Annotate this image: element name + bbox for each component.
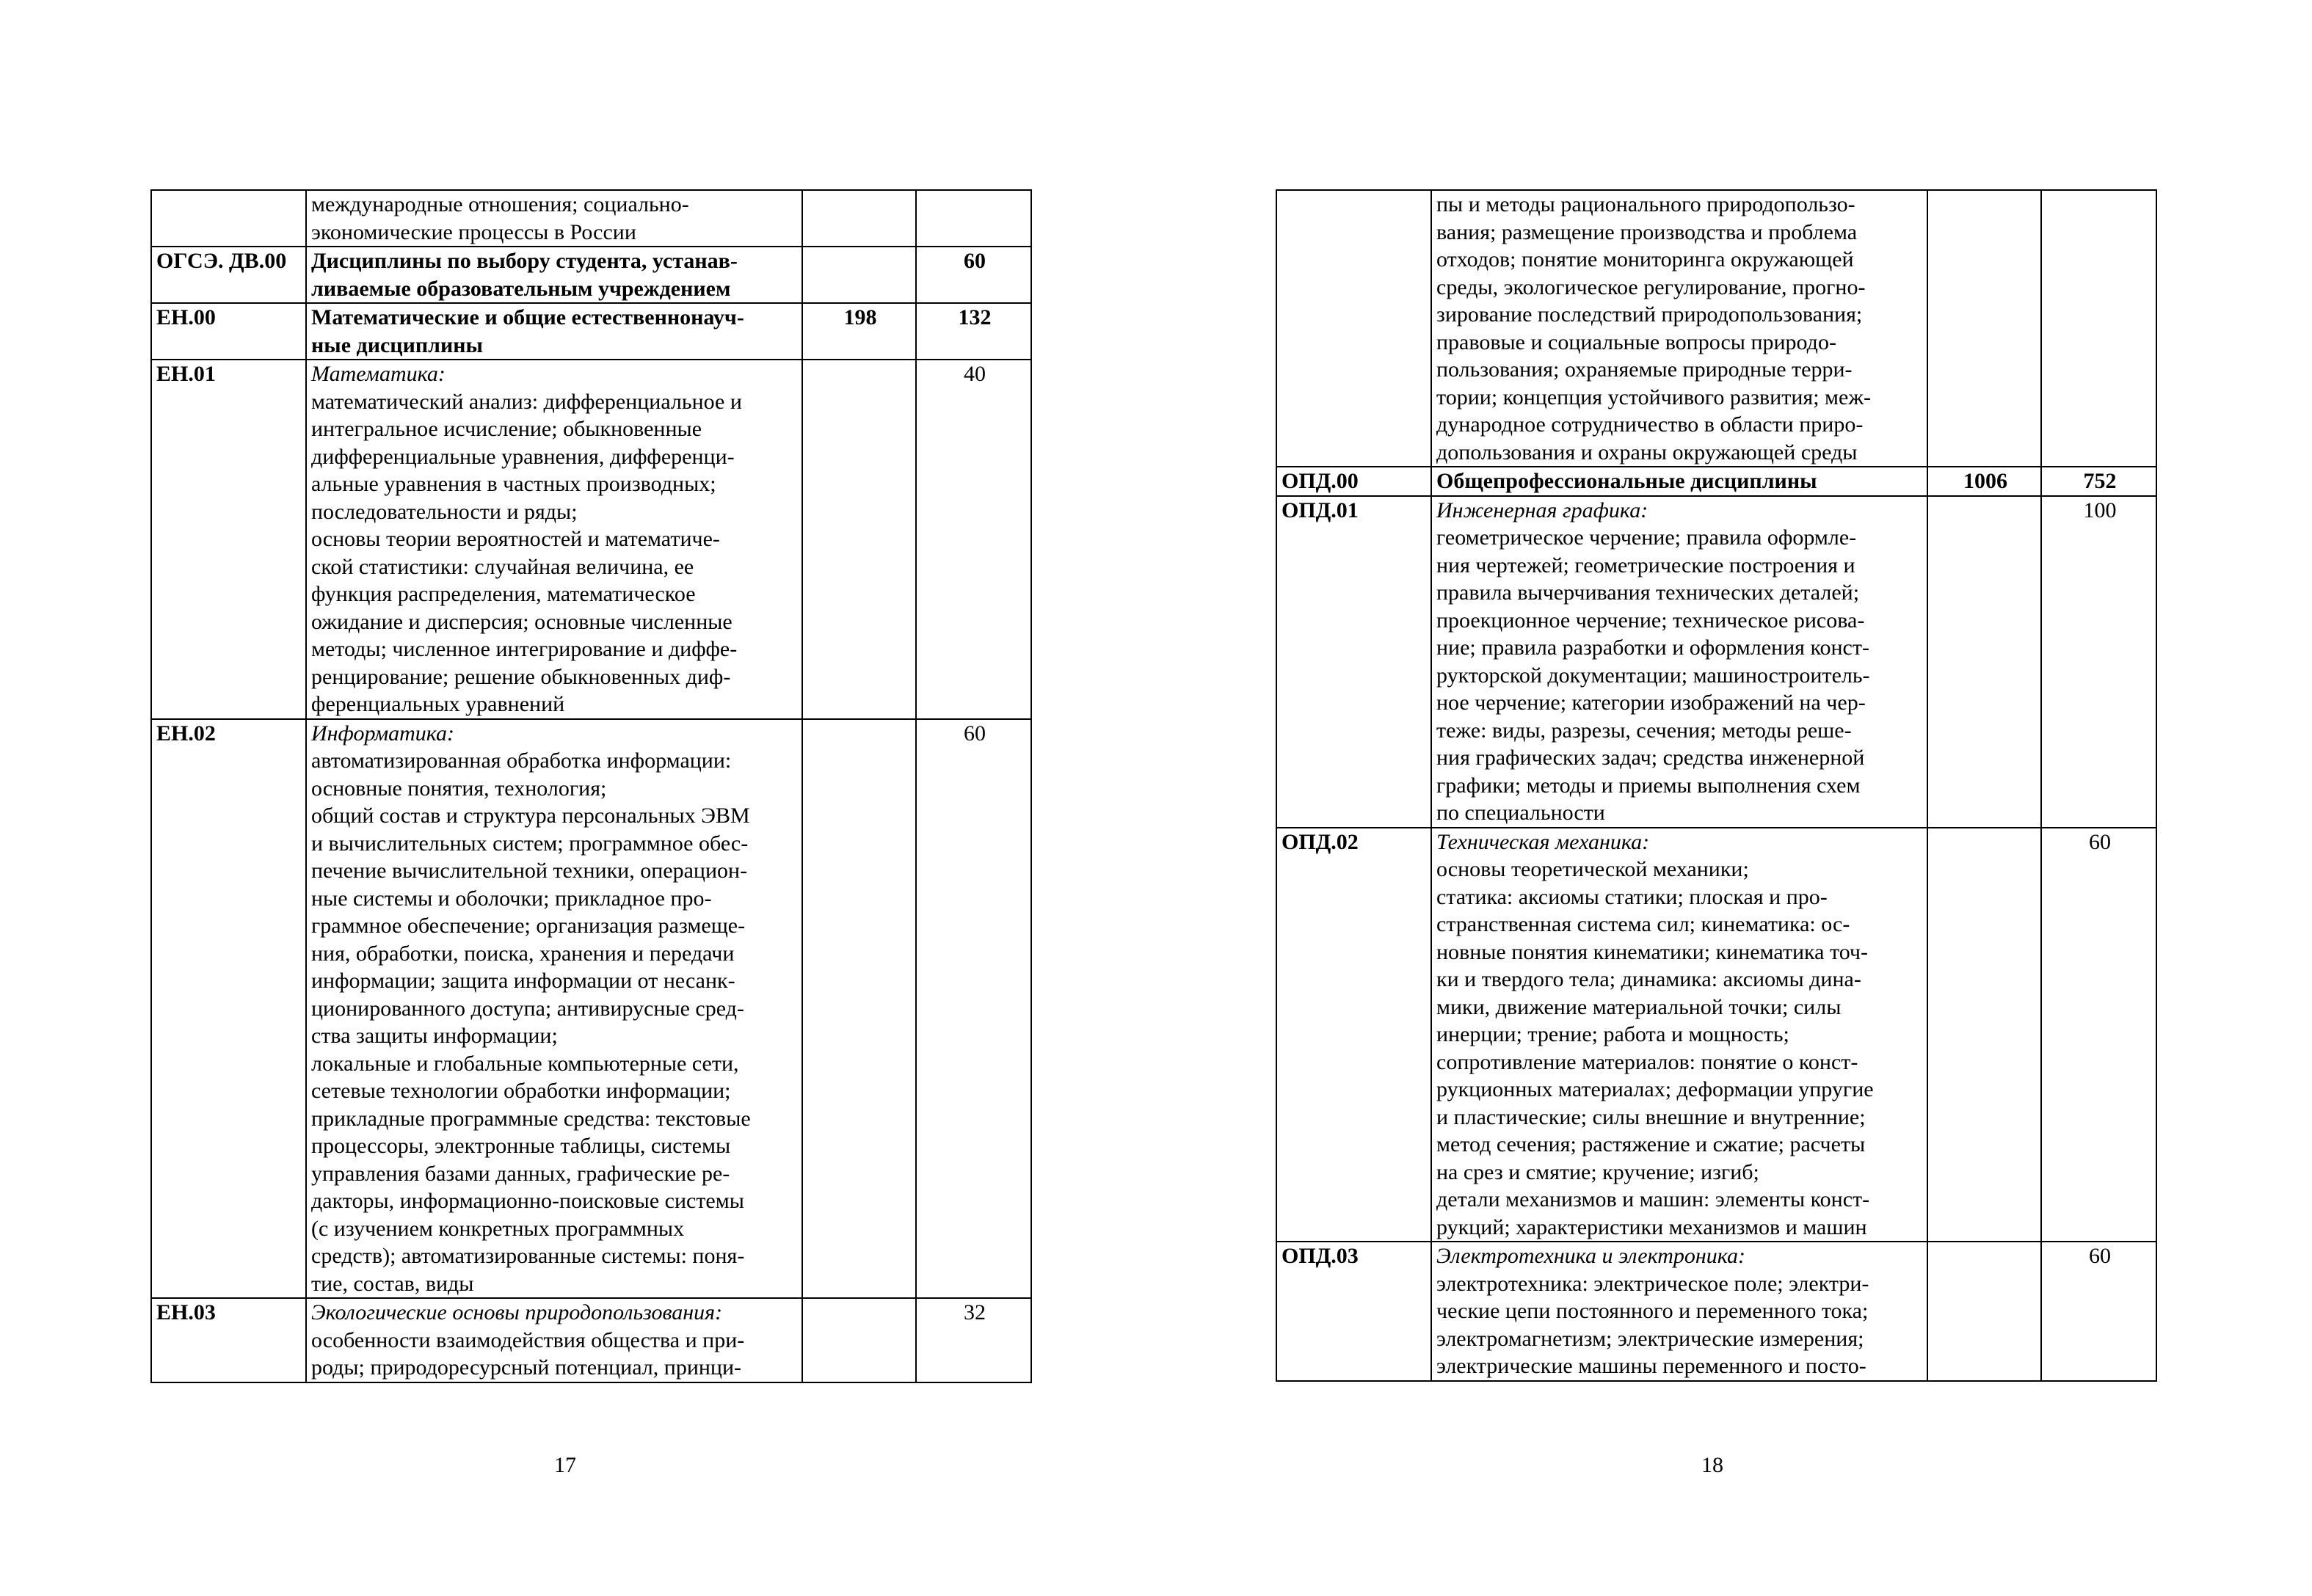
hours-aud: 752	[2041, 467, 2156, 496]
hours-max	[802, 190, 916, 247]
description-line: ные дисциплины	[311, 332, 483, 357]
description-line: информации; защита информации от несанк-	[311, 969, 735, 993]
description-line: пользования; охраняемые природные терри-	[1436, 357, 1853, 382]
description-line: электрические машины переменного и посто-	[1436, 1354, 1866, 1378]
discipline-code: ОГСЭ. ДВ.00	[151, 247, 306, 303]
description-line: метод сечения; растяжение и сжатие; расчеты	[1436, 1132, 1866, 1156]
description-line: геометрическое черчение; правила оформле-	[1436, 525, 1857, 550]
table-row	[1276, 828, 2156, 1242]
hours-aud: 60	[916, 719, 1031, 1299]
description-line: дифференциальные уравнения, дифференци-	[311, 444, 735, 469]
description-line: процессоры, электронные таблицы, системы	[311, 1134, 731, 1158]
description-line: (с изучением конкретных программных	[311, 1216, 685, 1241]
description-line: печение вычислительной техники, операцион-	[311, 859, 748, 883]
discipline-description	[306, 247, 802, 303]
description-line: Общепрофессиональные дисциплины	[1436, 469, 1817, 493]
discipline-title: Математика:	[311, 362, 446, 386]
discipline-description	[306, 303, 802, 360]
discipline-code	[1276, 190, 1431, 467]
description-line: ференциальных уравнений	[311, 692, 565, 716]
discipline-description	[1431, 496, 1927, 828]
discipline-code: ОПД.03	[1276, 1242, 1431, 1381]
description-line: мики, движение материальной точки; силы	[1436, 994, 1842, 1019]
description-line: рукций; характеристики механизмов и машин	[1436, 1214, 1867, 1239]
description-line: сетевые технологии обработки информации;	[311, 1079, 731, 1103]
hours-aud: 32	[916, 1298, 1031, 1382]
description-line: интегральное исчисление; обыкновенные	[311, 417, 702, 441]
table-row	[1276, 1242, 2156, 1381]
discipline-code: ЕН.02	[151, 719, 306, 1299]
description-line: Математические и общие естественнонауч-	[311, 305, 744, 329]
description-line: и вычислительных систем; программное обес-	[311, 831, 749, 856]
discipline-title: Инженерная графика:	[1436, 498, 1648, 522]
description-line: ние; правила разработки и оформления конст-	[1436, 635, 1869, 660]
discipline-description	[1431, 467, 1927, 496]
left-curriculum-table	[150, 189, 1032, 1383]
description-line: основы теории вероятностей и математиче-	[311, 527, 720, 551]
discipline-description	[306, 1298, 802, 1382]
description-line: ливаемые образовательным учреждением	[311, 276, 731, 301]
description-line: дународное сотрудничество в области приро-	[1436, 412, 1864, 437]
hours-aud	[2041, 190, 2156, 467]
description-line: тие, состав, виды	[311, 1271, 474, 1296]
discipline-description	[1431, 190, 1927, 467]
description-line: на срез и смятие; кручение; изгиб;	[1436, 1159, 1759, 1184]
hours-aud: 132	[916, 303, 1031, 360]
description-line: инерции; трение; работа и мощность;	[1436, 1022, 1789, 1046]
description-line: по специальности	[1436, 801, 1605, 825]
description-line: автоматизированная обработка информации:	[311, 748, 732, 773]
page-number-right: 18	[1701, 1453, 1723, 1477]
discipline-description	[306, 190, 802, 247]
description-line: роды; природоресурсный потенциал, принци-	[311, 1355, 742, 1380]
description-line: граммное обеспечение; организация размеще-	[311, 914, 746, 938]
description-line: новные понятия кинематики; кинематика точ-	[1436, 939, 1869, 964]
hours-max	[1927, 496, 2041, 828]
hours-max: 1006	[1927, 467, 2041, 496]
description-line: ческие цепи постоянного и переменного тока;	[1436, 1299, 1869, 1323]
table-row	[151, 190, 1031, 247]
description-line: проекционное черчение; техническое рисова-	[1436, 608, 1865, 633]
hours-max	[802, 247, 916, 303]
hours-aud: 60	[916, 247, 1031, 303]
discipline-code: ОПД.01	[1276, 496, 1431, 828]
table-row	[1276, 190, 2156, 467]
description-line: правовые и социальные вопросы природо-	[1436, 329, 1836, 354]
description-line: допользования и охраны окружающей среды	[1436, 440, 1858, 464]
table-row	[151, 303, 1031, 360]
hours-max	[1927, 190, 2041, 467]
hours-max	[802, 1298, 916, 1382]
discipline-description	[306, 360, 802, 719]
hours-max	[1927, 1242, 2041, 1381]
description-line: графики; методы и приемы выполнения схем	[1436, 773, 1861, 798]
description-line: теже: виды, разрезы, сечения; методы реше-	[1436, 718, 1852, 743]
description-line: правила вычерчивания технических деталей;	[1436, 580, 1860, 605]
discipline-title: Техническая механика:	[1436, 829, 1650, 854]
description-line: ционированного доступа; антивирусные сред-	[311, 996, 744, 1021]
table-row	[151, 719, 1031, 1299]
description-line: ния графических задач; средства инженерной	[1436, 746, 1865, 770]
discipline-code: ЕН.00	[151, 303, 306, 360]
description-line: основные понятия, технология;	[311, 776, 607, 801]
description-line: управления базами данных, графические ре-	[311, 1161, 730, 1186]
description-line: ской статистики: случайная величина, ее	[311, 554, 694, 579]
description-line: альные уравнения в частных производных;	[311, 472, 716, 496]
right-curriculum-table	[1276, 189, 2157, 1382]
description-line: дакторы, информационно-поисковые системы	[311, 1189, 744, 1213]
table-row	[151, 1298, 1031, 1382]
hours-max	[802, 360, 916, 719]
table-row	[151, 247, 1031, 303]
discipline-code: ОПД.02	[1276, 828, 1431, 1242]
description-line: последовательности и ряды;	[311, 499, 578, 524]
hours-aud: 100	[2041, 496, 2156, 828]
discipline-title: Информатика:	[311, 721, 455, 746]
description-line: ки и твердого тела; динамика: аксиомы дина-	[1436, 967, 1861, 991]
discipline-code: ОПД.00	[1276, 467, 1431, 496]
description-line: общий состав и структура персональных ЭВМ	[311, 804, 750, 828]
discipline-code: ЕН.03	[151, 1298, 306, 1382]
description-line: особенности взаимодействия общества и при-	[311, 1327, 745, 1352]
description-line: странственная система сил; кинематика: ос-	[1436, 912, 1850, 936]
hours-max: 198	[802, 303, 916, 360]
description-line: основы теоретической механики;	[1436, 857, 1749, 881]
description-line: математический анализ: дифференциальное и	[311, 389, 742, 414]
description-line: ожидание и дисперсия; основные численные	[311, 609, 733, 634]
description-line: детали механизмов и машин: элементы конст-	[1436, 1187, 1870, 1211]
hours-max	[1927, 828, 2041, 1242]
description-line: рукторской документации; машиностроитель-	[1436, 663, 1870, 688]
discipline-code: ЕН.01	[151, 360, 306, 719]
discipline-description	[1431, 828, 1927, 1242]
description-line: зирование последствий природопользования;	[1436, 302, 1863, 327]
description-line: статика: аксиомы статики; плоская и про-	[1436, 884, 1828, 909]
discipline-title: Электротехника и электроника:	[1436, 1244, 1746, 1268]
table-row	[1276, 467, 2156, 496]
description-line: ства защиты информации;	[311, 1024, 558, 1048]
table-row	[1276, 496, 2156, 828]
discipline-title: Экологические основы природопользования:	[311, 1300, 723, 1324]
description-line: рукционных материалах; деформации упругие	[1436, 1077, 1874, 1101]
description-line: тории; концепция устойчивого развития; меж-	[1436, 385, 1872, 409]
page-number-left: 17	[554, 1453, 576, 1477]
description-line: экономические процессы в России	[311, 219, 636, 244]
description-line: отходов; понятие мониторинга окружающей	[1436, 247, 1854, 272]
description-line: вания; размещение производства и проблема	[1436, 219, 1858, 244]
description-line: ренцирование; решение обыкновенных диф-	[311, 664, 731, 689]
description-line: сопротивление материалов: понятие о конст-	[1436, 1049, 1858, 1074]
description-line: и пластические; силы внешние и внутренние;	[1436, 1104, 1866, 1129]
description-line: среды, экологическое регулирование, прогно-	[1436, 274, 1866, 299]
description-line: Дисциплины по выбору студента, устанав-	[311, 249, 738, 273]
discipline-description	[1431, 1242, 1927, 1381]
description-line: ные системы и оболочки; прикладное про-	[311, 886, 712, 911]
hours-max	[802, 719, 916, 1299]
description-line: электромагнетизм; электрические измерения;	[1436, 1326, 1864, 1351]
description-line: средств); автоматизированные системы: поня-	[311, 1244, 745, 1268]
table-row	[151, 360, 1031, 719]
description-line: электротехника: электрическое поле; электри-	[1436, 1271, 1869, 1296]
description-line: ния чертежей; геометрические построения и	[1436, 553, 1855, 577]
description-line: ное черчение; категории изображений на чер-	[1436, 690, 1866, 715]
hours-aud: 40	[916, 360, 1031, 719]
discipline-description	[306, 719, 802, 1299]
description-line: международные отношения; социально-	[311, 192, 689, 216]
description-line: локальные и глобальные компьютерные сети,	[311, 1051, 739, 1076]
discipline-code	[151, 190, 306, 247]
description-line: ния, обработки, поиска, хранения и передачи	[311, 941, 735, 966]
description-line: прикладные программные средства: текстовые	[311, 1106, 751, 1131]
description-line: функция распределения, математическое	[311, 582, 696, 606]
description-line: методы; численное интегрирование и диффе-	[311, 637, 738, 661]
hours-aud	[916, 190, 1031, 247]
description-line: пы и методы рационального природопользо-	[1436, 192, 1855, 216]
hours-aud: 60	[2041, 1242, 2156, 1381]
hours-aud: 60	[2041, 828, 2156, 1242]
